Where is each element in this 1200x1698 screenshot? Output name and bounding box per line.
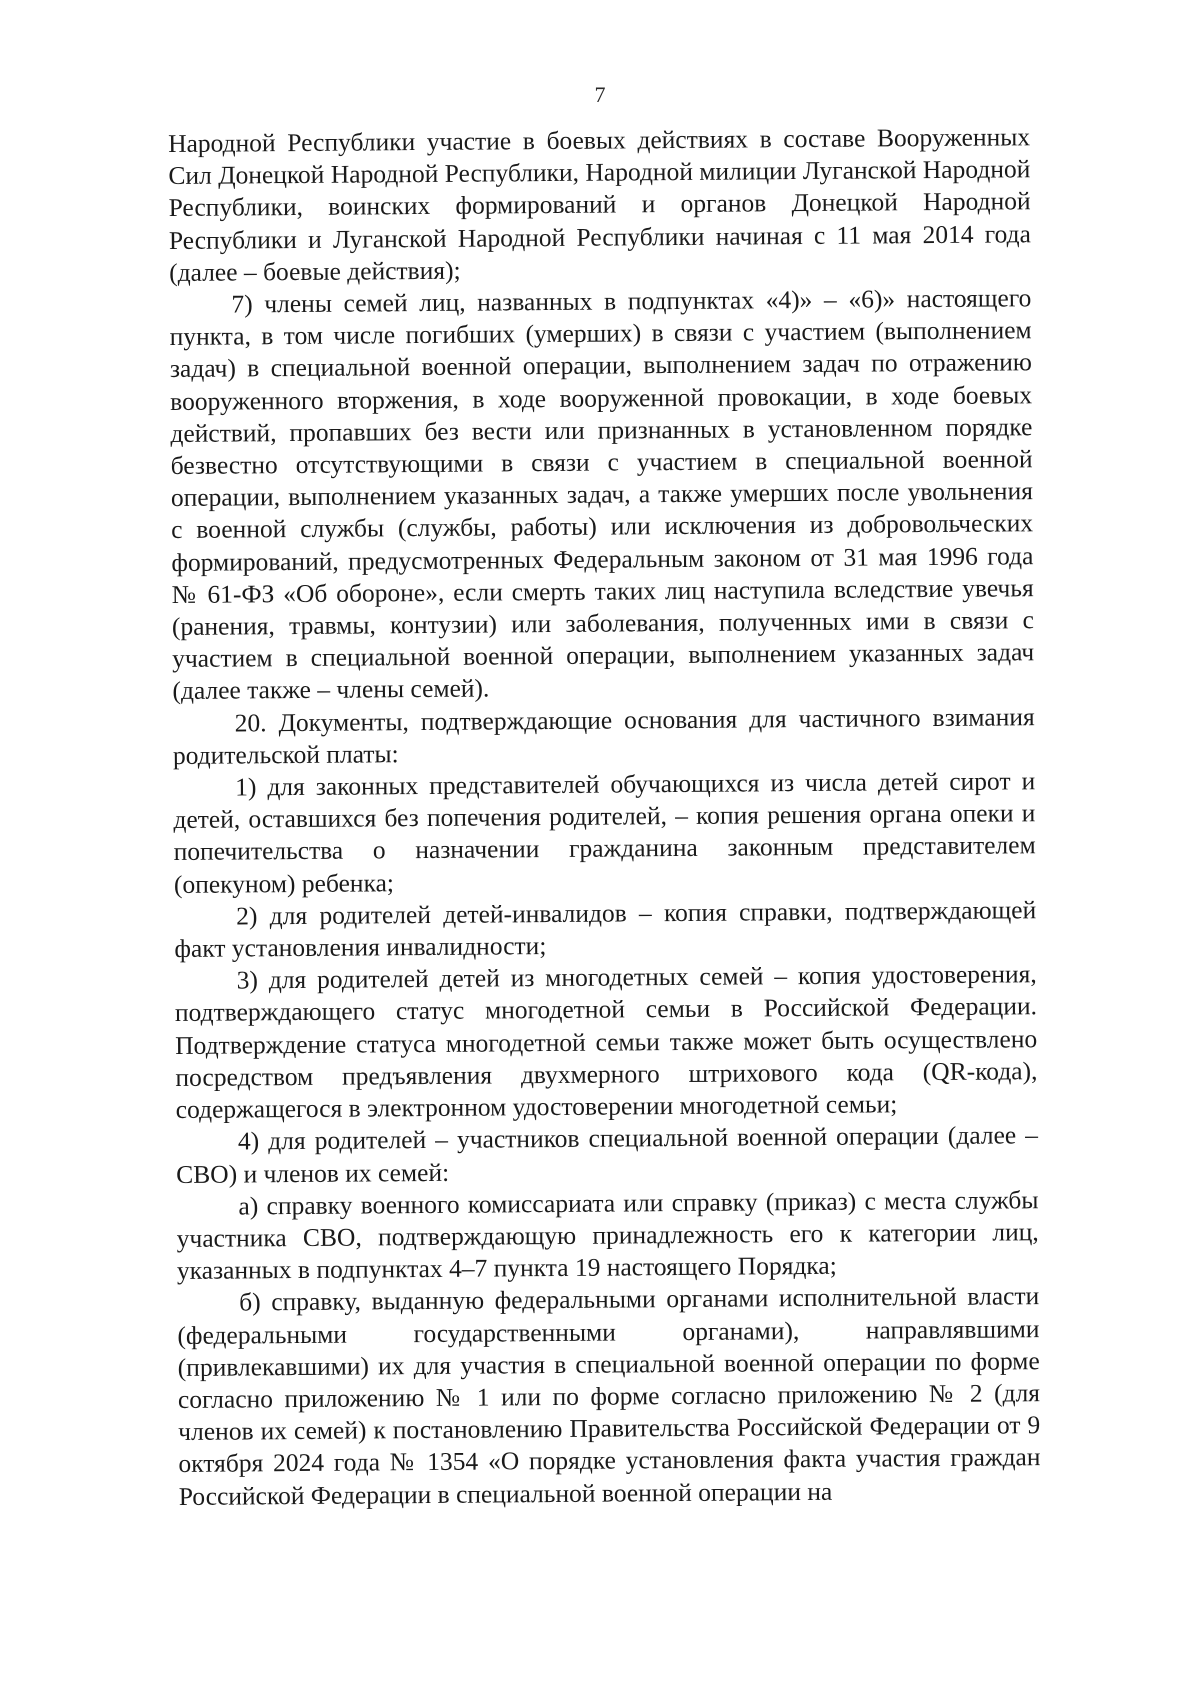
paragraph-item-4: 4) для родителей – участников специальной военной операции (далее – СВО) и членов их семей: bbox=[176, 1120, 1039, 1189]
paragraph-item-1: 1) для законных представителей обучающихся из числа детей сирот и детей, оставшихся без попечения родителей, – копия решения органа опеки и попечительства о назначении гражданина законным представителем (опекуном) ребенка; bbox=[173, 766, 1036, 899]
paragraph-item-b: б) справку, выданную федеральными органами исполнительной власти (федеральными государственными органами), направлявшими (привлекавшими) их для участия в специальной военной операции по форме согласно приложению № 1 или по форме согласно приложению № 2 (для членов их семей) к постановлению Правительства Российской Федерации от 9 октября 2024 года № 1354 «О порядке установления факта участия граждан Российской Федерации в специальной военной операции на bbox=[177, 1281, 1041, 1511]
paragraph-continuation: Народной Республики участие в боевых действиях в составе Вооруженных Сил Донецкой Народной Республики, Народной милиции Луганской Народной Республики, воинских формирований и органов Донецкой Народной Республики и Луганской Народной Республики начиная с 11 мая 2014 года (далее – боевые действия); bbox=[168, 122, 1031, 287]
paragraph-item-7: 7) члены семей лиц, названных в подпунктах «4)» – «6)» настоящего пункта, в том числе погибших (умерших) в связи с участием (выполнением задач) в специальной военной операции, выполнением задач по отражению вооруженного вторжения, в ходе вооруженной провокации, в ходе боевых действий, пропавших без вести или признанных в установленном порядке безвестно отсутствующими в связи с участием в специальной военной операции, выполнением указанных задач, а также умерших после увольнения с военной службы (службы, работы) или исключения из добровольческих формирований, предусмотренных Федеральным законом от 31 мая 1996 года № 61-ФЗ «Об обороне», если смерть таких лиц наступила вследствие увечья (ранения, травмы, контузии) или заболевания, полученных ими в связи с участием в специальной военной операции, выполнением указанных задач (далее также – члены семей). bbox=[169, 283, 1035, 706]
paragraph-section-20: 20. Документы, подтверждающие основания для частичного взимания родительской платы: bbox=[172, 701, 1035, 770]
document-body bbox=[168, 121, 1041, 1512]
page-number: 7 bbox=[594, 82, 606, 107]
paragraph-item-3: 3) для родителей детей из многодетных семей – копия удостоверения, подтверждающего статус многодетной семьи в Российской Федерации. Подтверждение статуса многодетной семьи также может быть осуществлено посредством предъявления двухмерного штрихового кода (QR-кода), содержащегося в электронном удостоверении многодетной семьи; bbox=[174, 959, 1038, 1125]
paragraph-item-a: а) справку военного комиссариата или справку (приказ) с места службы участника СВО, подтверждающую принадлежность его к категории лиц, указанных в подпунктах 4–7 пункта 19 настоящего Порядка; bbox=[176, 1184, 1039, 1286]
paragraph-item-2: 2) для родителей детей-инвалидов – копия справки, подтверждающей факт установления инвалидности; bbox=[174, 895, 1037, 964]
